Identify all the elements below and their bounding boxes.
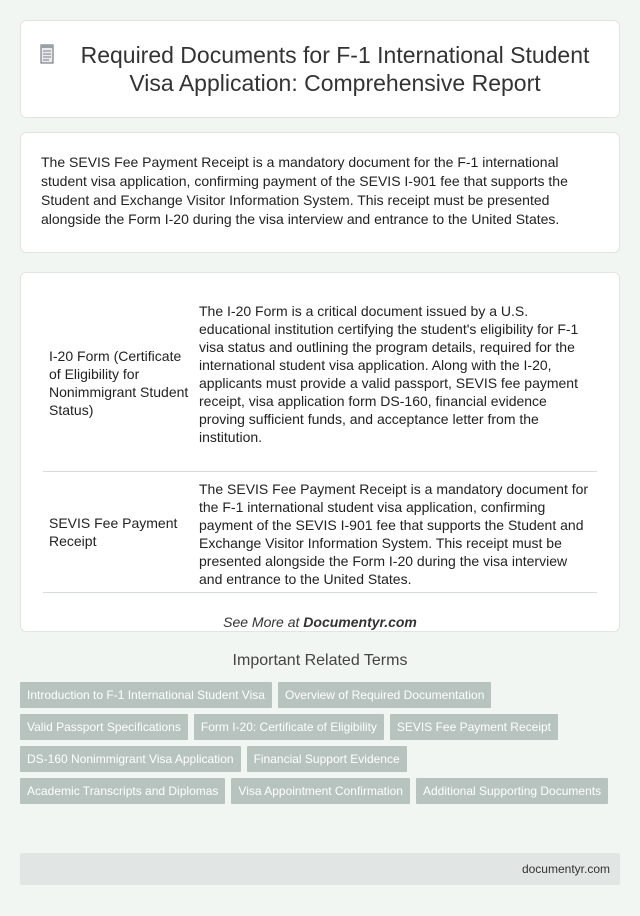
related-terms-heading: Important Related Terms xyxy=(232,652,408,669)
related-term-tag[interactable]: Form I-20: Certificate of Eligibility xyxy=(194,714,384,740)
related-term-tag[interactable]: Visa Appointment Confirmation xyxy=(231,778,410,804)
page-title: Required Documents for F-1 International Student Visa Application: Comprehensive Report xyxy=(80,42,590,96)
documents-table-card xyxy=(20,272,620,632)
related-term-tag[interactable]: Academic Transcripts and Diplomas xyxy=(20,778,225,804)
related-term-tag[interactable]: SEVIS Fee Payment Receipt xyxy=(390,714,558,740)
table-row xyxy=(43,472,597,593)
title-card xyxy=(20,20,620,118)
related-term-tag[interactable]: Additional Supporting Documents xyxy=(416,778,608,804)
document-description: The I-20 Form is a critical document issued by a U.S. educational institution certifying the student's eligibility for F-1 visa status and outlining the program details, required for the international student visa application. Along with the I-20, applicants must provide a valid passport, SEVIS fee payment receipt, visa application form DS-160, financial evidence proving sufficient funds, and acceptance letter from the institution. xyxy=(199,303,579,445)
table-row xyxy=(43,294,597,472)
document-description: The SEVIS Fee Payment Receipt is a mandatory document for the F-1 international student visa application, confirming payment of the SEVIS I-901 fee that supports the Student and Exchange Visitor Information System. This receipt must be presented alongside the Form I-20 during the visa interview and entrance to the United States. xyxy=(199,481,589,587)
see-more-prefix: See More at xyxy=(223,614,304,630)
intro-card xyxy=(20,132,620,253)
related-term-tag[interactable]: DS-160 Nonimmigrant Visa Application xyxy=(20,746,241,772)
document-icon xyxy=(40,44,54,64)
see-more-line xyxy=(43,614,597,630)
see-more-link[interactable]: Documentyr.com xyxy=(303,614,417,630)
intro-text: The SEVIS Fee Payment Receipt is a mandatory document for the F-1 international student visa application, confirming payment of the SEVIS I-901 fee that supports the Student and Exchange Visitor Information System. This receipt must be presented alongside the Form I-20 during the visa interview and entrance to the United States. xyxy=(41,154,568,227)
title-wrap xyxy=(40,41,600,97)
footer-bar xyxy=(20,853,620,885)
related-terms-section xyxy=(20,652,620,810)
document-name: I-20 Form (Certificate of Eligibility for Nonimmigrant Student Status) xyxy=(49,347,189,418)
related-terms-list xyxy=(20,682,620,810)
footer-domain-link[interactable]: documentyr.com xyxy=(521,862,610,876)
related-term-tag[interactable]: Valid Passport Specifications xyxy=(20,714,188,740)
related-term-tag[interactable]: Financial Support Evidence xyxy=(247,746,407,772)
document-name: SEVIS Fee Payment Receipt xyxy=(49,515,178,549)
related-term-tag[interactable]: Introduction to F-1 International Student Visa xyxy=(20,682,272,708)
related-term-tag[interactable]: Overview of Required Documentation xyxy=(278,682,491,708)
